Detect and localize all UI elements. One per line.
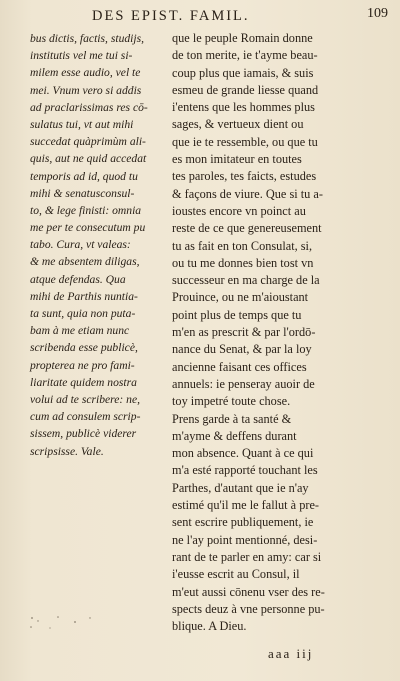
french-line: annuels: ie penseray auoir de bbox=[172, 376, 315, 391]
latin-line: quis, aut ne quid accedat bbox=[30, 152, 147, 166]
latin-line: bam à me etiam nunc bbox=[30, 324, 130, 338]
latin-line: & me absentem diligas, bbox=[30, 255, 140, 269]
latin-line: sissem, publicè viderer bbox=[30, 427, 137, 441]
latin-line: ta sunt, quia non puta- bbox=[30, 307, 136, 320]
french-line: Prens garde à ta santé & bbox=[172, 411, 292, 426]
french-line: sent escrire publiquement, ie bbox=[172, 515, 314, 530]
latin-line: volui ad te scribere: ne, bbox=[30, 392, 140, 406]
ink-marks bbox=[28, 612, 158, 632]
french-line: m'ayme & deffens durant bbox=[172, 428, 297, 443]
french-line: Prouince, ou ne m'aioustant bbox=[172, 290, 309, 305]
french-line: spects deuz à vne personne pu- bbox=[172, 601, 325, 616]
latin-line: propterea ne pro fami- bbox=[30, 358, 135, 372]
french-line: de ton merite, ie t'ayme beau- bbox=[172, 48, 318, 63]
french-line: reste de ce que genereusement bbox=[172, 221, 322, 236]
latin-line: sulatus tui, vt aut mihi bbox=[30, 117, 134, 131]
french-line: successeur en ma charge de la bbox=[172, 273, 320, 288]
french-line: nance du Senat, & par la loy bbox=[172, 342, 312, 357]
french-line: ne l'ay point mentionné, desi- bbox=[172, 532, 318, 547]
french-column bbox=[172, 30, 394, 635]
french-line: m'a esté rapporté touchant les bbox=[172, 463, 318, 478]
french-line: point plus de temps que tu bbox=[172, 307, 302, 322]
french-line: toy impetré toute chose. bbox=[172, 394, 291, 409]
french-line: que ie te ressemble, ou que tu bbox=[172, 134, 318, 149]
column-divider bbox=[169, 30, 170, 650]
running-head: DES EPIST. FAMIL. bbox=[92, 8, 250, 24]
latin-line: institutis vel me tui si- bbox=[30, 49, 133, 63]
french-line: & façons de viure. Que si tu a- bbox=[172, 186, 323, 201]
french-line: tes paroles, tes faicts, estudes bbox=[172, 169, 317, 184]
latin-line: tabo. Cura, vt valeas: bbox=[30, 238, 131, 252]
latin-line: cum ad consulem scrip- bbox=[30, 410, 141, 424]
latin-line: temporis ad id, quod tu bbox=[30, 169, 138, 183]
latin-line: to, & lege finisti: omnia bbox=[30, 203, 142, 217]
signature-mark: aaa iij bbox=[268, 646, 314, 661]
french-line: es mon imitateur en toutes bbox=[172, 152, 302, 167]
latin-line: atque defendas. Qua bbox=[30, 272, 126, 286]
french-line: ou tu me donnes bien tost vn bbox=[172, 255, 314, 270]
latin-line: succedat quàprimùm ali- bbox=[30, 135, 146, 149]
french-line: que le peuple Romain donne bbox=[172, 31, 313, 45]
latin-line: mei. Vnum vero si addis bbox=[30, 83, 142, 97]
french-line: m'eut aussi cōnenu vser des re- bbox=[172, 584, 325, 599]
french-line: mon absence. Quant à ce qui bbox=[172, 446, 314, 461]
french-line: esmeu de grande liesse quand bbox=[172, 82, 319, 97]
page-number: 109 bbox=[367, 6, 388, 21]
page-header bbox=[0, 6, 400, 26]
latin-line: mihi de Parthis nuntia- bbox=[30, 289, 138, 303]
french-line: tu as fait en ton Consulat, si, bbox=[172, 238, 313, 253]
latin-line: ad praclarissimas res cō- bbox=[30, 100, 148, 114]
latin-line: me per te consecutum pu bbox=[30, 221, 146, 235]
latin-column bbox=[30, 30, 168, 460]
latin-line: mihi & senatusconsul- bbox=[30, 186, 135, 200]
french-line: m'en as prescrit & par l'ordō- bbox=[172, 325, 316, 340]
french-line: ioustes encore vn poinct au bbox=[172, 203, 306, 218]
french-line: i'entens que les hommes plus bbox=[172, 100, 315, 115]
latin-line: milem esse audio, vel te bbox=[30, 66, 141, 80]
french-line: ancienne faisant ces offices bbox=[172, 359, 307, 374]
latin-line: scripsisse. Vale. bbox=[30, 444, 104, 458]
french-line: coup plus que iamais, & suis bbox=[172, 65, 314, 80]
french-line: estimé qu'il me le fallut à pre- bbox=[172, 498, 319, 513]
french-line: Parthes, d'autant que ie n'ay bbox=[172, 480, 309, 495]
french-line: sages, & vertueux dient ou bbox=[172, 117, 304, 132]
latin-line: liaritate quidem nostra bbox=[30, 375, 137, 389]
french-line: i'eusse escrit au Consul, il bbox=[172, 567, 300, 582]
latin-line: scribenda esse publicè, bbox=[30, 341, 138, 355]
latin-line: bus dictis, factis, studijs, bbox=[30, 32, 145, 45]
french-line: blique. A Dieu. bbox=[172, 619, 247, 634]
french-line: rant de te parler en amy: car si bbox=[172, 549, 322, 564]
